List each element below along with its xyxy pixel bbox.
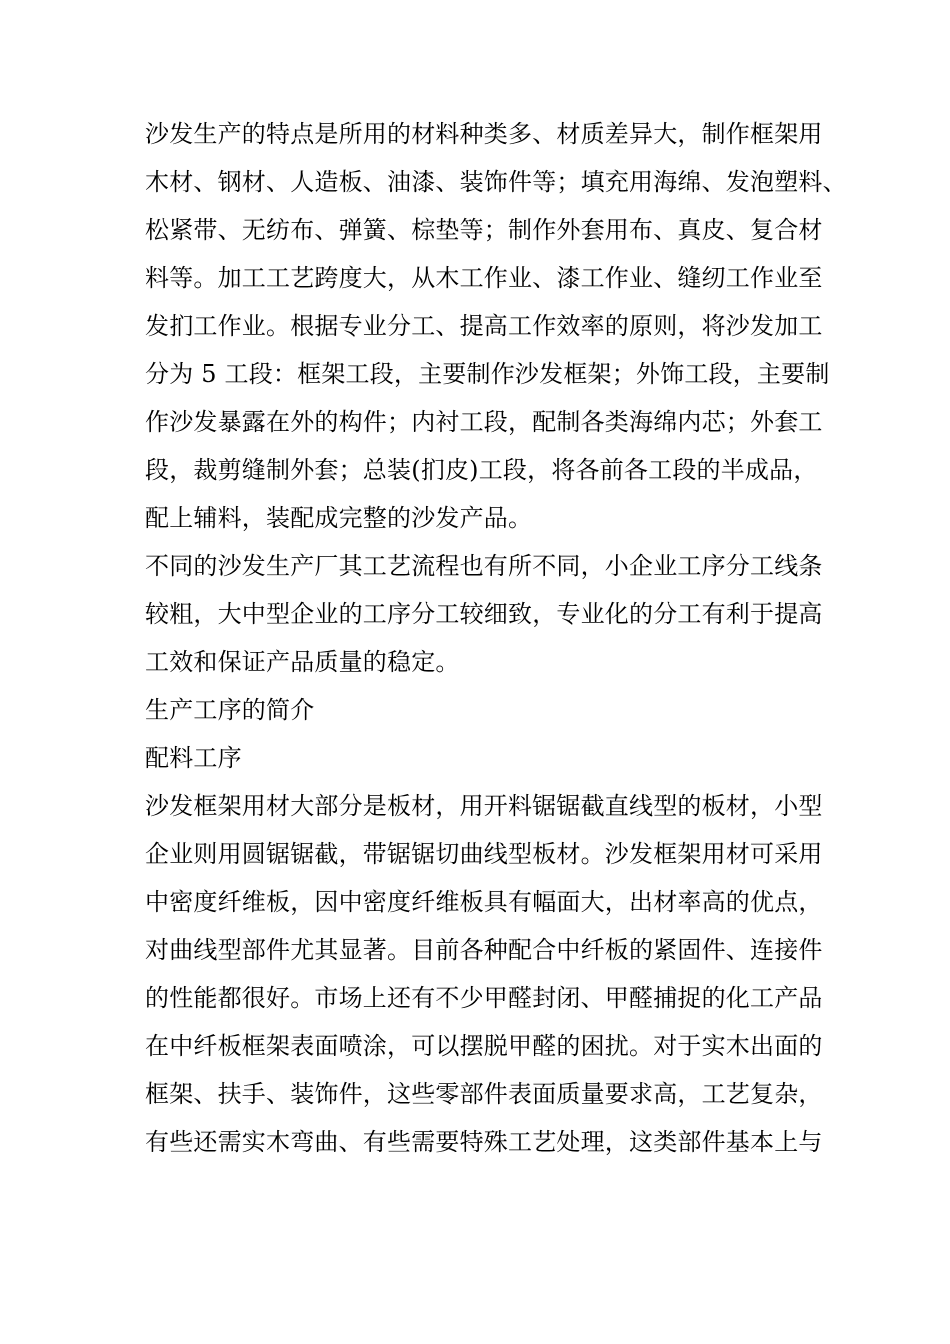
text-line: 不同的沙发生产厂其工艺流程也有所不同，小企业工序分工线条 [145, 552, 823, 580]
text-line: 发扪工作业。根据专业分工、提高工作效率的原则，将沙发加工 [145, 312, 823, 340]
text-line: 作沙发暴露在外的构件；内衬工段，配制各类海绵内芯；外套工 [145, 408, 823, 436]
text-line: 沙发框架用材大部分是板材，用开料锯锯截直线型的板材，小型 [145, 792, 823, 820]
section-heading: 生产工序的简介 [145, 696, 315, 724]
text-line: 段，裁剪缝制外套；总装(扪皮)工段，将各前各工段的半成品， [145, 456, 818, 484]
text-line: 分为 5 工段：框架工段，主要制作沙发框架；外饰工段，主要制 [145, 360, 830, 388]
text-line: 较粗，大中型企业的工序分工较细致，专业化的分工有利于提高 [145, 600, 823, 628]
text-line: 在中纤板框架表面喷涂，可以摆脱甲醛的困扰。对于实木出面的 [145, 1032, 823, 1060]
text-line: 企业则用圆锯锯截，带锯锯切曲线型板材。沙发框架用材可采用 [145, 840, 823, 868]
text-line: 松紧带、无纺布、弹簧、棕垫等；制作外套用布、真皮、复合材 [145, 216, 823, 244]
text-line: 框架、扶手、装饰件，这些零部件表面质量要求高，工艺复杂， [145, 1080, 823, 1108]
text-line: 沙发生产的特点是所用的材料种类多、材质差异大，制作框架用 [145, 120, 823, 148]
text-line: 工效和保证产品质量的稳定。 [145, 648, 460, 676]
subsection-heading: 配料工序 [145, 744, 242, 772]
text-line: 木材、钢材、人造板、油漆、装饰件等；填充用海绵、发泡塑料、 [145, 168, 847, 196]
text-line: 料等。加工工艺跨度大，从木工作业、漆工作业、缝纫工作业至 [145, 264, 823, 292]
text-line: 配上辅料，装配成完整的沙发产品。 [145, 504, 533, 532]
text-line: 对曲线型部件尤其显著。目前各种配合中纤板的紧固件、连接件 [145, 936, 823, 964]
text-line: 有些还需实木弯曲、有些需要特殊工艺处理，这类部件基本上与 [145, 1128, 823, 1156]
text-line: 中密度纤维板，因中密度纤维板具有幅面大，出材率高的优点， [145, 888, 823, 916]
text-line: 的性能都很好。市场上还有不少甲醛封闭、甲醛捕捉的化工产品 [145, 984, 823, 1012]
